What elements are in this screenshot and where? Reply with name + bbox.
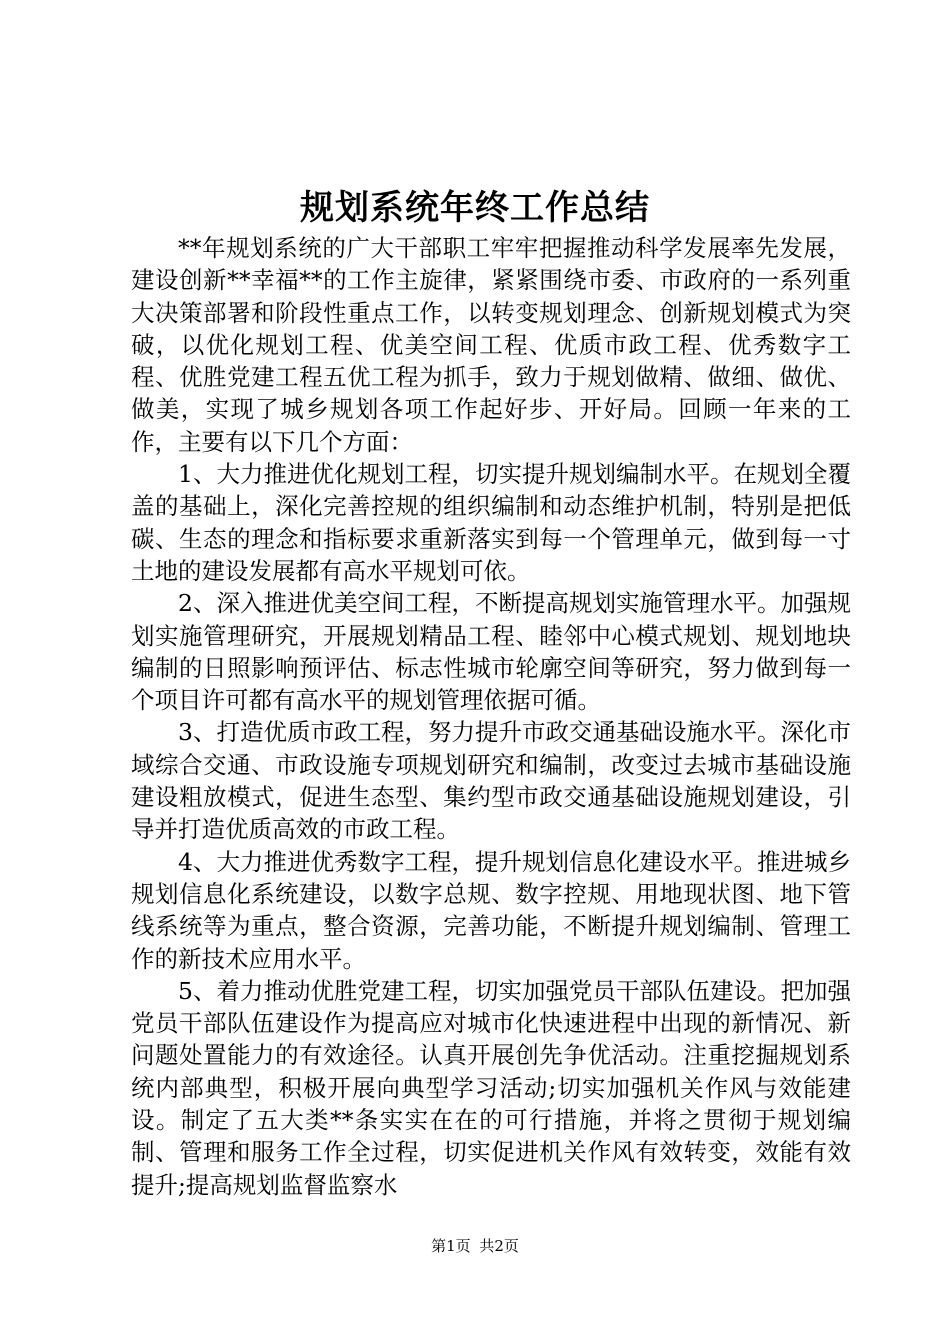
- intro-paragraph: **年规划系统的广大干部职工牢牢把握推动科学发展率先发展，建设创新**幸福**的工作主旋律，紧紧围绕市委、市政府的一系列重大决策部署和阶段性重点工作，以转变规划理念、创新规划模式为突破，以优化规划工程、优美空间工程、优质市政工程、优秀数字工程、优胜党建工程五优工程为抓手，致力于规划做精、做细、做优、做美，实现了城乡规划各项工作起好步、开好局。回顾一年来的工作，主要有以下几个方面：: [131, 234, 851, 456]
- page-number-footer: 第1页 共2页: [431, 1237, 519, 1255]
- paragraph-4: 4、大力推进优秀数字工程，提升规划信息化建设水平。推进城乡规划信息化系统建设，以数字总规、数字控规、用地现状图、地下管线系统等为重点，整合资源，完善功能，不断提升规划编制、管理工作的新技术应用水平。: [131, 847, 851, 973]
- document-title: 规划系统年终工作总结: [300, 188, 650, 228]
- paragraph-1: 1、大力推进优化规划工程，切实提升规划编制水平。在规划全覆盖的基础上，深化完善控规的组织编制和动态维护机制，特别是把低碳、生态的理念和指标要求重新落实到每一个管理单元，做到每一寸土地的建设发展都有高水平规划可依。: [131, 460, 851, 585]
- paragraph-2: 2、深入推进优美空间工程，不断提高规划实施管理水平。加强规划实施管理研究，开展规划精品工程、睦邻中心模式规划、规划地块编制的日照影响预评估、标志性城市轮廓空间等研究，努力做到每一个项目许可都有高水平的规划管理依据可循。: [131, 589, 851, 715]
- document-body: [131, 232, 851, 1201]
- paragraph-3: 3、打造优质市政工程，努力提升市政交通基础设施水平。深化市域综合交通、市政设施专项规划研究和编制，改变过去城市基础设施建设粗放模式，促进生态型、集约型市政交通基础设施规划建设，引导并打造优质高效的市政工程。: [131, 718, 851, 844]
- paragraph-5: 5、着力推动优胜党建工程，切实加强党员干部队伍建设。把加强党员干部队伍建设作为提高应对城市化快速进程中出现的新情况、新问题处置能力的有效途径。认真开展创先争优活动。注重挖掘规划系统内部典型，积极开展向典型学习活动;切实加强机关作风与效能建设。制定了五大类**条实实在在的可行措施，并将之贯彻于规划编制、管理和服务工作全过程，切实促进机关作风有效转变，效能有效提升;提高规划监督监察水: [131, 976, 851, 1199]
